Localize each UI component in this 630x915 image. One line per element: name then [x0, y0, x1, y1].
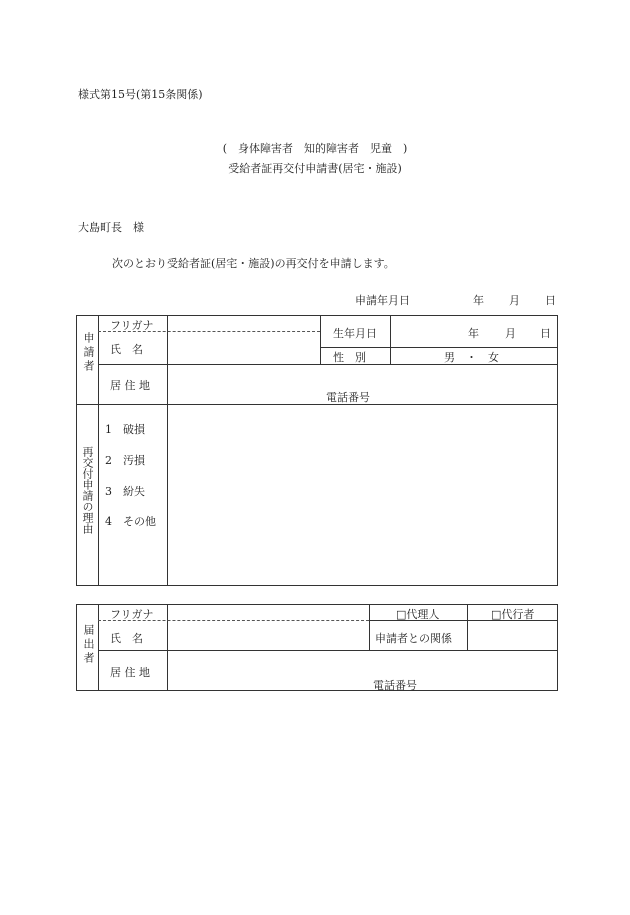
page-title: 受給者証再交付申請書(居宅・施設) [228, 162, 402, 175]
birthdate-label: 生年月日 [333, 327, 377, 340]
applicant-phone-label: 電話番号 [326, 391, 370, 404]
notifier-address-label: 居 住 地 [110, 666, 150, 679]
notifier-furigana-field[interactable] [169, 605, 368, 619]
notifier-address-field[interactable] [169, 652, 557, 689]
applicant-section-label: 申請者 [82, 332, 95, 374]
applicant-furigana-label: フリガナ [110, 319, 154, 332]
notifier-section-label: 届出者 [82, 624, 95, 666]
reason-detail-field[interactable] [169, 406, 557, 584]
birthdate-day: 日 [540, 327, 551, 340]
reason-item-damaged[interactable]: 1 破損 [105, 423, 145, 436]
applicant-furigana-field[interactable] [169, 316, 319, 330]
birthdate-year: 年 [468, 327, 479, 340]
application-date-label: 申請年月日 [355, 294, 410, 307]
form-number: 様式第15号(第15条関係) [78, 88, 203, 101]
application-date-year: 年 [473, 294, 484, 307]
applicant-categories: ( 身体障害者 知的障害者 児童 ) [222, 142, 408, 155]
notifier-phone-label: 電話番号 [373, 679, 417, 692]
applicant-name-field[interactable] [169, 333, 319, 363]
notifier-name-label: 氏 名 [110, 632, 143, 645]
reason-item-other[interactable]: 4 その他 [105, 515, 156, 528]
birthdate-month: 月 [505, 327, 516, 340]
relation-label: 申請者との関係 [375, 632, 452, 645]
reason-item-lost[interactable]: 3 紛失 [105, 485, 145, 498]
proxy-checkbox[interactable]: □代行者 [491, 608, 535, 621]
applicant-address-label: 居 住 地 [110, 379, 150, 392]
intro-text: 次のとおり受給者証(居宅・施設)の再交付を申請します。 [112, 257, 395, 270]
addressee: 大島町長 様 [78, 221, 144, 234]
relation-field[interactable] [469, 622, 557, 649]
application-date-day: 日 [545, 294, 556, 307]
application-date-month: 月 [509, 294, 520, 307]
applicant-name-label: 氏 名 [110, 343, 143, 356]
reason-item-soiled[interactable]: 2 汚損 [105, 454, 145, 467]
notifier-furigana-label: フリガナ [110, 608, 154, 621]
agent-checkbox[interactable]: □代理人 [396, 608, 440, 621]
notifier-name-field[interactable] [169, 622, 368, 649]
sex-label: 性 別 [333, 351, 366, 364]
sex-options[interactable]: 男 ・ 女 [444, 351, 499, 364]
reason-section-label: 再交付申請の理由 [81, 446, 94, 534]
